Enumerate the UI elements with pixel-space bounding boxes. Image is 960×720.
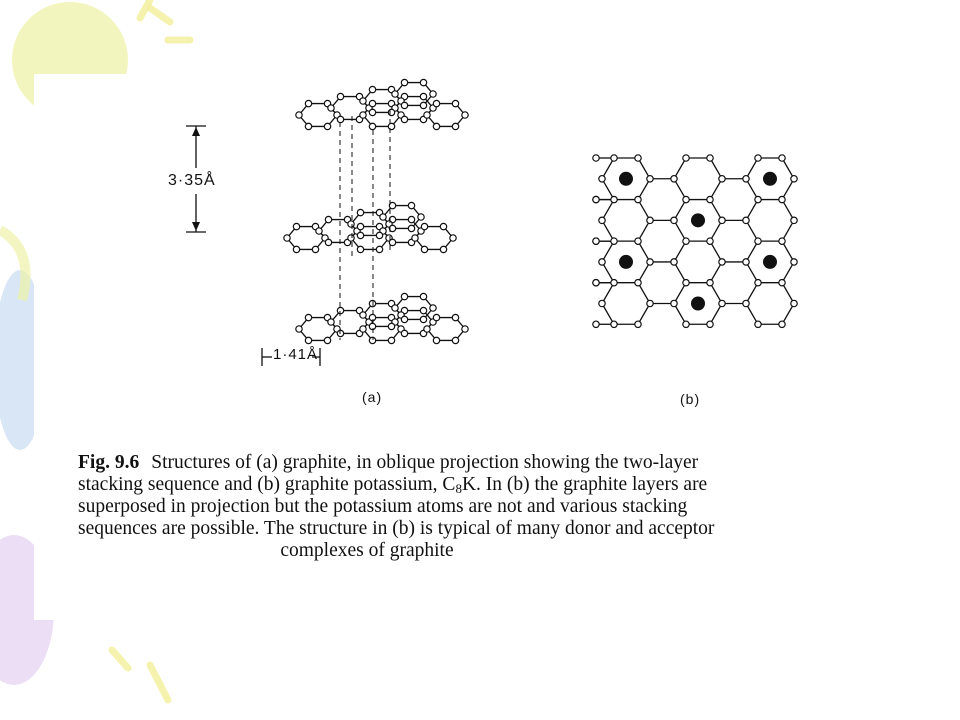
carbon-atom (401, 79, 407, 85)
carbon-atom (388, 109, 394, 115)
potassium-atom (763, 255, 777, 269)
carbon-atom (401, 102, 407, 108)
carbon-atom (408, 216, 414, 222)
carbon-atom (671, 300, 677, 306)
carbon-atom (593, 196, 599, 202)
carbon-atom (376, 246, 382, 252)
carbon-atom (462, 326, 468, 332)
carbon-atom (671, 176, 677, 182)
carbon-atom (380, 214, 386, 220)
carbon-atom (599, 300, 605, 306)
carbon-atom (452, 337, 458, 343)
carbon-atom (433, 337, 439, 343)
carbon-atom (719, 217, 725, 223)
carbon-atom (755, 280, 761, 286)
carbon-atom (420, 79, 426, 85)
carbon-atom (401, 116, 407, 122)
carbon-atom (316, 228, 322, 234)
carbon-atom (388, 123, 394, 129)
carbon-atom (312, 246, 318, 252)
carbon-atom (369, 100, 375, 106)
potassium-atom (619, 255, 633, 269)
carbon-atom (593, 238, 599, 244)
graphite-layer-top (296, 79, 468, 129)
carbon-atom (635, 280, 641, 286)
carbon-atom (305, 337, 311, 343)
carbon-atom (755, 155, 761, 161)
carbon-atom (337, 116, 343, 122)
carbon-atom (683, 280, 689, 286)
carbon-atom (408, 225, 414, 231)
carbon-atom (369, 123, 375, 129)
carbon-atom (611, 238, 617, 244)
carbon-atom (360, 326, 366, 332)
carbon-atom (369, 109, 375, 115)
caption-subscript: 8 (455, 481, 462, 496)
carbon-atom (325, 239, 331, 245)
carbon-atom (683, 238, 689, 244)
caption-line-1 (78, 452, 898, 474)
caption-line-2 (78, 474, 898, 496)
carbon-atom (305, 100, 311, 106)
carbon-atom (611, 196, 617, 202)
carbon-atom (420, 93, 426, 99)
carbon-atom (635, 321, 641, 327)
carbon-atom (401, 293, 407, 299)
carbon-atom (420, 293, 426, 299)
carbon-atom (440, 223, 446, 229)
carbon-atom (293, 223, 299, 229)
carbon-atom (430, 305, 436, 311)
carbon-atom (791, 300, 797, 306)
carbon-atom (647, 300, 653, 306)
carbon-atom (683, 196, 689, 202)
carbon-atom (743, 176, 749, 182)
layer-spacing-label: 3·35Å (168, 172, 216, 189)
carbon-atom (791, 259, 797, 265)
carbon-atom (779, 238, 785, 244)
carbon-atom (369, 86, 375, 92)
carbon-atom (412, 235, 418, 241)
carbon-atom (755, 196, 761, 202)
carbon-atom (293, 246, 299, 252)
carbon-atom (357, 232, 363, 238)
carbon-atom (647, 176, 653, 182)
carbon-atom (392, 91, 398, 97)
carbon-atom (593, 321, 599, 327)
carbon-atom (348, 235, 354, 241)
graphite-layer-middle (284, 202, 456, 252)
carbon-atom (743, 300, 749, 306)
carbon-atom (296, 112, 302, 118)
carbon-atom (424, 112, 430, 118)
carbon-atom (376, 232, 382, 238)
carbon-atom (388, 323, 394, 329)
carbon-atom (324, 123, 330, 129)
carbon-atom (348, 221, 354, 227)
carbon-atom (328, 319, 334, 325)
carbon-atom (647, 259, 653, 265)
graphite-potassium-lattice (593, 155, 797, 328)
carbon-atom (401, 330, 407, 336)
carbon-atom (683, 155, 689, 161)
figure-caption (78, 452, 898, 562)
carbon-atom (755, 321, 761, 327)
carbon-atom (611, 280, 617, 286)
bond-length-label: 1·41Å (273, 346, 319, 363)
carbon-atom (647, 217, 653, 223)
carbon-atom (424, 326, 430, 332)
carbon-atom (791, 217, 797, 223)
carbon-atom (707, 238, 713, 244)
carbon-atom (779, 196, 785, 202)
carbon-atom (433, 100, 439, 106)
carbon-atom (743, 259, 749, 265)
carbon-atom (430, 91, 436, 97)
carbon-atom (296, 326, 302, 332)
carbon-atom (420, 316, 426, 322)
potassium-atom (763, 172, 777, 186)
carbon-atom (357, 246, 363, 252)
carbon-atom (707, 280, 713, 286)
carbon-atom (392, 305, 398, 311)
carbon-atom (671, 217, 677, 223)
carbon-atom (635, 155, 641, 161)
carbon-atom (433, 314, 439, 320)
carbon-atom (360, 112, 366, 118)
caption-line-2-pre: stacking sequence and (b) graphite potassium, C (78, 474, 456, 495)
carbon-atom (599, 176, 605, 182)
potassium-atom (691, 296, 705, 310)
potassium-atom (691, 213, 705, 227)
carbon-atom (418, 214, 424, 220)
dimension-arrowhead (192, 222, 200, 231)
carbon-atom (305, 123, 311, 129)
caption-line-4: sequences are possible. The structure in (b) is typical of many donor and acceptor (78, 518, 715, 539)
panel-a-label: (a) (362, 389, 383, 405)
carbon-atom (635, 238, 641, 244)
carbon-atom (360, 312, 366, 318)
carbon-atom (719, 300, 725, 306)
carbon-atom (707, 196, 713, 202)
caption-line-1-text: Structures of (a) graphite, in oblique projection showing the two-layer (151, 452, 699, 473)
carbon-atom (743, 217, 749, 223)
carbon-atom (421, 246, 427, 252)
caption-line-3: superposed in projection but the potassium atoms are not and various stacking (78, 496, 688, 517)
carbon-atom (791, 176, 797, 182)
carbon-atom (719, 259, 725, 265)
carbon-atom (599, 217, 605, 223)
carbon-atom (284, 235, 290, 241)
carbon-atom (683, 321, 689, 327)
graphite-layer-bottom (296, 293, 468, 343)
carbon-atom (452, 314, 458, 320)
carbon-atom (408, 202, 414, 208)
potassium-atom (619, 172, 633, 186)
carbon-atom (755, 238, 761, 244)
carbon-atom (611, 155, 617, 161)
carbon-atom (360, 98, 366, 104)
carbon-atom (325, 216, 331, 222)
dimension-arrowhead (192, 127, 200, 136)
carbon-atom (357, 223, 363, 229)
carbon-atom (420, 102, 426, 108)
carbon-atom (779, 321, 785, 327)
carbon-atom (388, 337, 394, 343)
carbon-atom (593, 280, 599, 286)
carbon-atom (328, 105, 334, 111)
carbon-atom (779, 280, 785, 286)
carbon-atom (337, 93, 343, 99)
carbon-atom (599, 259, 605, 265)
caption-line-5: complexes of graphite (280, 540, 454, 561)
carbon-atom (421, 223, 427, 229)
carbon-atom (305, 314, 311, 320)
caption-line-2-post: K. In (b) the graphite layers are (461, 474, 708, 495)
carbon-atom (462, 112, 468, 118)
carbon-atom (671, 259, 677, 265)
carbon-atom (450, 235, 456, 241)
carbon-atom (779, 155, 785, 161)
carbon-atom (357, 209, 363, 215)
carbon-atom (420, 307, 426, 313)
carbon-atom (635, 196, 641, 202)
carbon-atom (401, 316, 407, 322)
figure-number: Fig. 9.6 (78, 452, 140, 473)
carbon-atom (433, 123, 439, 129)
carbon-atom (440, 246, 446, 252)
panel-b-label: (b) (680, 391, 701, 407)
carbon-atom (707, 321, 713, 327)
carbon-atom (611, 321, 617, 327)
carbon-atom (324, 337, 330, 343)
carbon-atom (719, 176, 725, 182)
carbon-atom (707, 155, 713, 161)
carbon-atom (452, 100, 458, 106)
carbon-atom (452, 123, 458, 129)
carbon-atom (593, 155, 599, 161)
